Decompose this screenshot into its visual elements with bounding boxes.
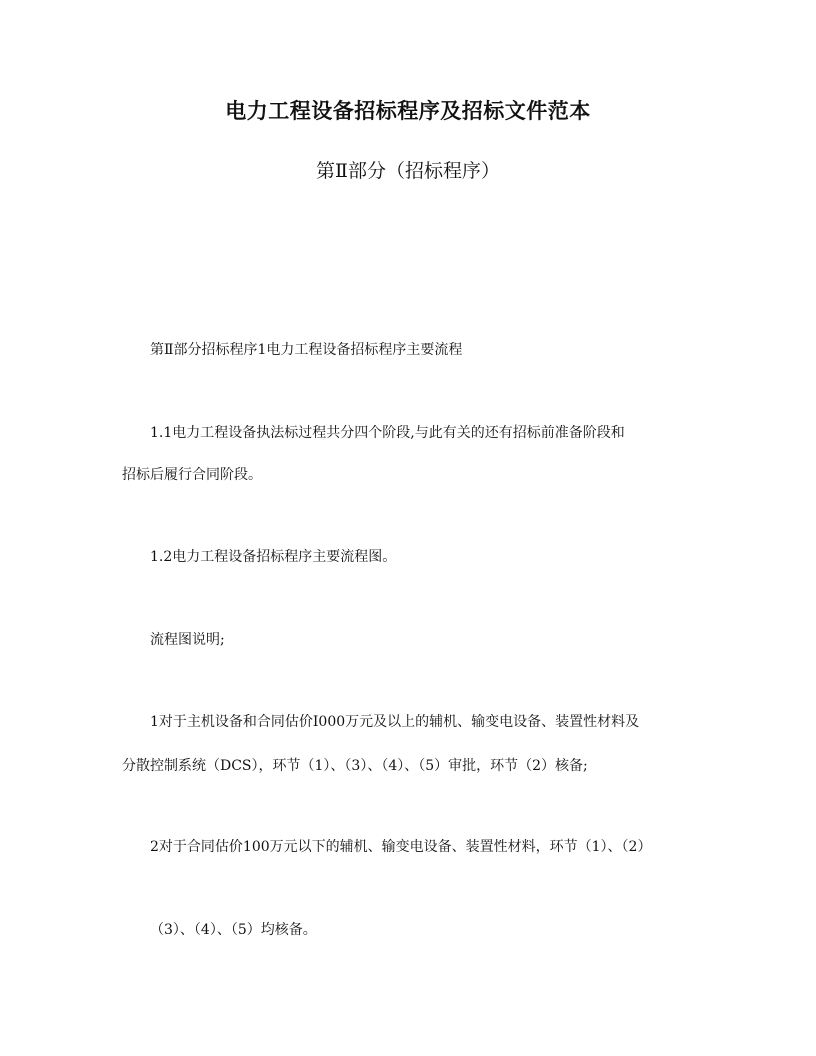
paragraph-section-heading: 第Ⅱ部分招标程序1电力工程设备招标程序主要流程 (150, 342, 463, 358)
paragraph-item-1-line-2: 分散控制系统（DCS），环节（1）、（3）、（4）、（5）审批，环节（2）核备; (122, 758, 588, 774)
document-title: 电力工程设备招标程序及招标文件范本 (225, 99, 591, 123)
document-subtitle: 第Ⅱ部分（招标程序） (316, 160, 500, 182)
paragraph-1-1-line-2: 招标后履行合同阶段。 (122, 467, 262, 483)
paragraph-1-2: 1.2电力工程设备招标程序主要流程图。 (150, 549, 397, 565)
paragraph-item-2-line-1: 2对于合同估价100万元以下的辅机、输变电设备、装置性材料，环节（1）、（2） (150, 839, 652, 855)
paragraph-item-1-line-1: 1对于主机设备和合同估价I000万元及以上的辅机、输变电设备、装置性材料及 (150, 714, 640, 730)
paragraph-flowchart-note: 流程图说明; (150, 632, 225, 648)
paragraph-1-1-line-1: 1.1电力工程设备执法标过程共分四个阶段,与此有关的还有招标前准备阶段和 (150, 425, 625, 441)
paragraph-item-2-line-2: （3）、（4）、（5）均核备。 (150, 922, 317, 938)
